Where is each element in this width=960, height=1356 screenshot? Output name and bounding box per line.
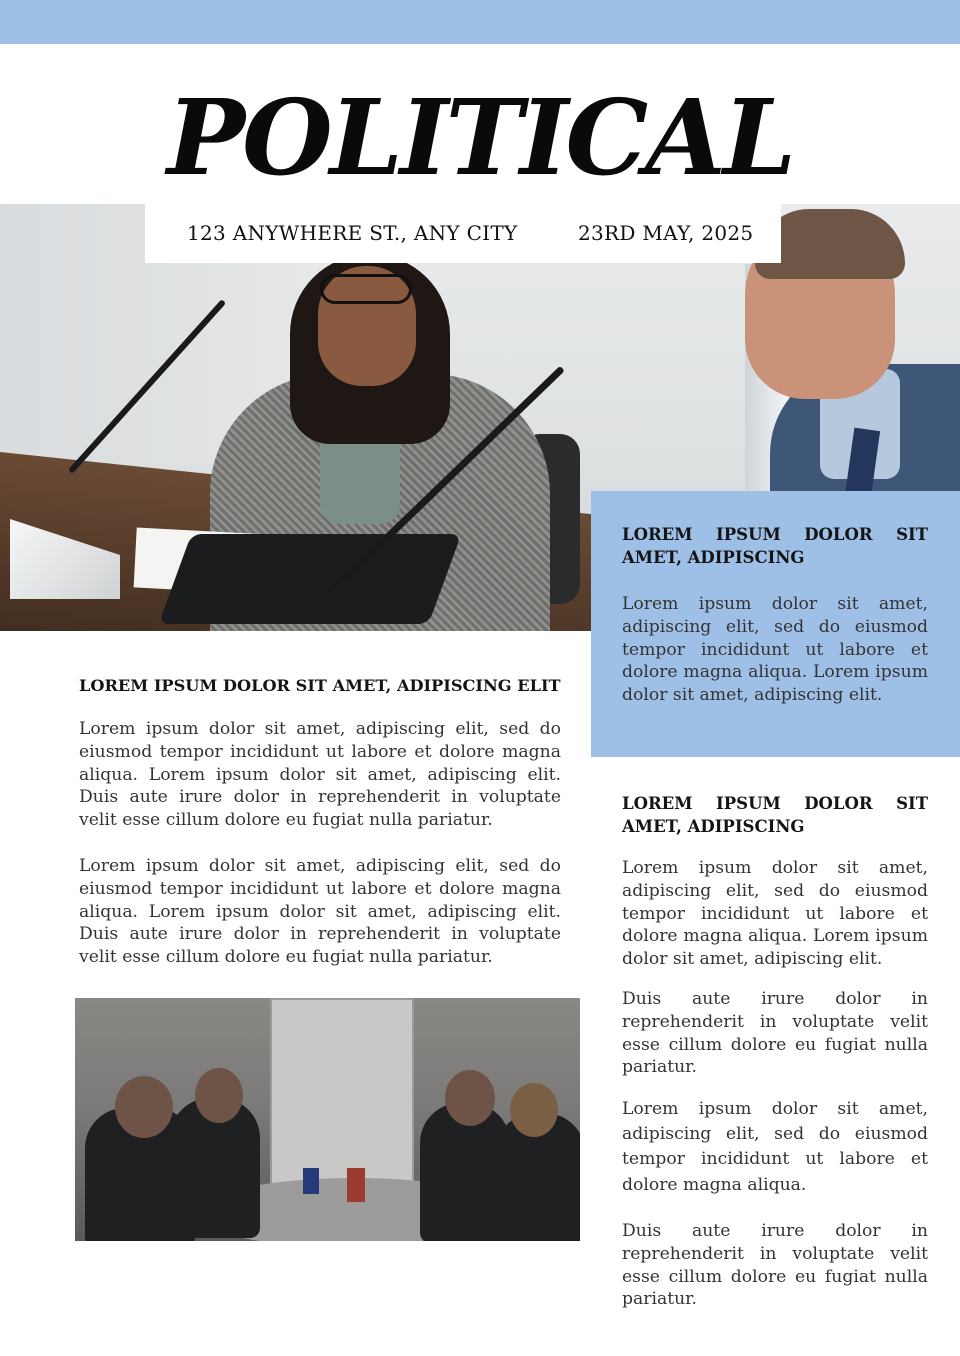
left-paragraph-2: Lorem ipsum dolor sit amet, adipiscing elit, sed do eiusmod tempor incididunt ut labore et dolore magna aliqua. Lorem ipsum dolor sit amet, adipiscing elit. Duis aute irure dolor in reprehenderit in voluptate velit esse cillum dolore eu fugiat nulla pariatur. bbox=[79, 856, 561, 968]
left-headline: LOREM IPSUM DOLOR SIT AMET, ADIPISCING ELIT bbox=[79, 676, 561, 695]
highlight-headline: LOREM IPSUM DOLOR SIT AMET, ADIPISCING bbox=[622, 525, 928, 567]
dateline-bar bbox=[145, 204, 781, 263]
left-paragraph-1: Lorem ipsum dolor sit amet, adipiscing elit, sed do eiusmod tempor incididunt ut labore et dolore magna aliqua. Lorem ipsum dolor sit amet, adipiscing elit. Duis aute irure dolor in reprehenderit in voluptate velit esse cillum dolore eu fugiat nulla pariatur. bbox=[79, 719, 561, 831]
right-paragraph-1: Lorem ipsum dolor sit amet, adipiscing elit, sed do eiusmod tempor incididunt ut labore et dolore magna aliqua. Lorem ipsum dolor sit amet, adipiscing elit. bbox=[622, 858, 928, 970]
right-paragraph-3: Lorem ipsum dolor sit amet, adipiscing elit, sed do eiusmod tempor incididunt ut labore et dolore magna aliqua. bbox=[622, 1099, 928, 1195]
masthead-title: POLITICAL bbox=[166, 76, 794, 199]
highlight-paragraph: Lorem ipsum dolor sit amet, adipiscing elit, sed do eiusmod tempor incididunt ut labore et dolore magna aliqua. Lorem ipsum dolor sit amet, adipiscing elit. bbox=[622, 594, 928, 706]
right-paragraph-4: Duis aute irure dolor in reprehenderit in voluptate velit esse cillum dolore eu fugiat nulla pariatur. bbox=[622, 1221, 928, 1310]
dateline-date: 23RD MAY, 2025 bbox=[578, 221, 754, 245]
dateline-address: 123 ANYWHERE ST., ANY CITY bbox=[187, 221, 518, 245]
right-headline: LOREM IPSUM DOLOR SIT AMET, ADIPISCING bbox=[622, 794, 928, 836]
right-paragraph-2: Duis aute irure dolor in reprehenderit in voluptate velit esse cillum dolore eu fugiat nulla pariatur. bbox=[622, 989, 928, 1078]
meeting-photo bbox=[75, 998, 580, 1241]
top-accent-bar bbox=[0, 0, 960, 44]
